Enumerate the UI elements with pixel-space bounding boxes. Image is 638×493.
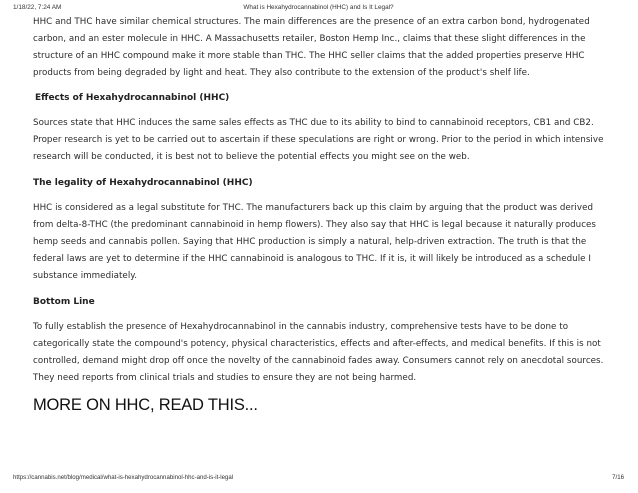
page-number: 7/16 <box>612 474 624 481</box>
legality-paragraph: HHC is considered as a legal substitute for THC. The manufacturers back up this claim by arguing that the product was derived from delta-8-THC (the predominant cannabinoid in hemp flowers). They also say that HHC is legal because it naturally produces hemp seeds and cannabis pollen. Saying that HHC production is simply a natural, help-driven extraction. The truth is that the federal laws are yet to determine if the HHC cannabinoid is analogous to THC. If it is, it will likely be introduced as a schedule I substance immediately. <box>33 203 596 281</box>
print-datetime: 1/18/22, 7:24 AM <box>13 4 62 11</box>
print-page-title: What is Hexahydrocannabinol (HHC) and Is It Legal? <box>243 4 394 11</box>
intro-paragraph: HHC and THC have similar chemical structures. The main differences are the presence of an extra carbon bond, hydrogenated carbon, and an ester molecule in HHC. A Massachusetts retailer, Boston Hemp Inc., claims that these slight differences in the structure of an HHC compound make it more stable than THC. The HHC seller claims that the added properties preserve HHC products from being degraded by light and heat. They also contribute to the extension of the product's shelf life. <box>33 17 590 78</box>
bottom-line-paragraph: To fully establish the presence of Hexahydrocannabinol in the cannabis industry, comprehensive tests have to be done to categorically state the compound's potency, physical characteristics, effects and after-effects, and medical benefits. If this is not controlled, demand might drop off once the novelty of the cannabinoid fades away. Consumers cannot rely on anecdotal sources. They need reports from clinical trials and studies to ensure they are not being harmed. <box>33 322 604 383</box>
print-url: https://cannabis.net/blog/medical/what-is-hexahydrocannabinol-hhc-and-is-it-legal <box>13 474 234 481</box>
effects-paragraph: Sources state that HHC induces the same sales effects as THC due to its ability to bind to cannabinoid receptors, CB1 and CB2. Proper research is yet to be carried out to ascertain if these speculations are right or wrong. Prior to the period in which intensive research will be conducted, it is best not to believe the potential effects you might see on the web. <box>33 118 604 162</box>
legality-heading: The legality of Hexahydrocannabinol (HHC) <box>33 178 253 188</box>
more-on-hhc-link[interactable]: MORE ON HHC, READ THIS... <box>33 396 258 414</box>
bottom-line-heading: Bottom Line <box>33 297 95 307</box>
article-content <box>33 14 605 415</box>
print-header <box>13 1 624 15</box>
effects-heading: Effects of Hexahydrocannabinol (HHC) <box>35 93 230 103</box>
print-footer <box>13 474 624 486</box>
